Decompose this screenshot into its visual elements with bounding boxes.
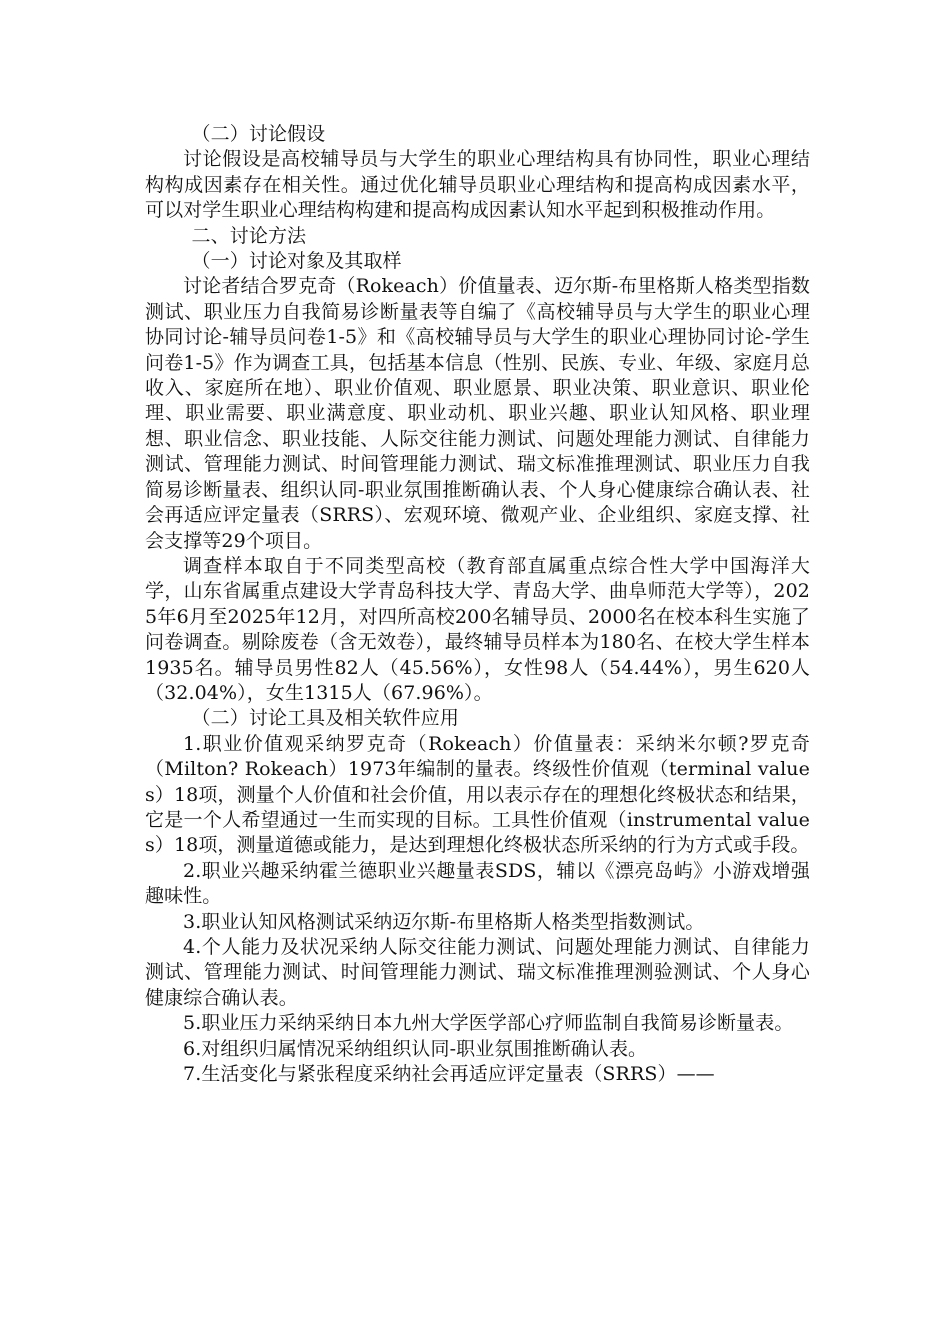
section-heading-tools: （二）讨论工具及相关软件应用 bbox=[191, 707, 459, 730]
list-item-stress: 5.职业压力采纳采纳日本九州大学医学部心疗师监制自我简易诊断量表。 bbox=[183, 1012, 794, 1035]
section-heading-methods: 二、讨论方法 bbox=[191, 224, 307, 247]
document-body bbox=[145, 122, 810, 1087]
paragraph-hypothesis: 讨论假设是高校辅导员与大学生的职业心理结构具有协同性，职业心理结构构成因素存在相关性。通过优化辅导员职业心理结构和提高构成因素水平，可以对学生职业心理结构构建和提高构成因素认知水平起到积极推动作用。 bbox=[145, 148, 810, 222]
section-heading-hypothesis: （二）讨论假设 bbox=[191, 123, 326, 145]
paragraph-instruments: 讨论者结合罗克奇（Rokeach）价值量表、迈尔斯-布里格斯人格类型指数测试、职业压力自我简易诊断量表等自编了《高校辅导员与大学生的职业心理协同讨论-辅导员问卷1-5》和《高校辅导员与大学生的职业心理协同讨论-学生问卷1-5》作为调查工具，包括基本信息（性别、民族、专业、年级、家庭月总收入、家庭所在地）、职业价值观、职业愿景、职业决策、职业意识、职业伦理、职业需要、职业满意度、职业动机、职业兴趣、职业认知风格、职业理想、职业信念、职业技能、人际交往能力测试、问题处理能力测试、自律能力测试、管理能力测试、时间管理能力测试、瑞文标准推理测试、职业压力自我简易诊断量表、组织认同-职业氛围推断确认表、个人身心健康综合确认表、社会再适应评定量表（SRRS）、宏观环境、微观产业、企业组织、家庭支撑、社会支撑等29个项目。 bbox=[145, 275, 810, 552]
section-heading-subjects: （一）讨论对象及其取样 bbox=[191, 250, 402, 273]
list-item-values: 1.职业价值观采纳罗克奇（Rokeach）价值量表：采纳米尔顿?罗克奇（Milton? Rokeach）1973年编制的量表。终级性价值观（terminal values）18项，测量个人价值和社会价值，用以表示存在的理想化终极状态和结果，它是一个人希望通过一生而实现的目标。工具性价值观（instrumental values）18项，测量道德或能力，是达到理想化终极状态所采纳的行为方式或手段。 bbox=[145, 732, 810, 857]
list-item-organization: 6.对组织归属情况采纳组织认同-职业氛围推断确认表。 bbox=[183, 1037, 648, 1060]
list-item-life-change: 7.生活变化与紧张程度采纳社会再适应评定量表（SRRS）—— bbox=[183, 1063, 715, 1086]
list-item-cognitive-style: 3.职业认知风格测试采纳迈尔斯-布里格斯人格类型指数测试。 bbox=[183, 910, 705, 933]
list-item-interest: 2.职业兴趣采纳霍兰德职业兴趣量表SDS，辅以《漂亮岛屿》小游戏增强趣味性。 bbox=[145, 859, 810, 908]
paragraph-sample: 调查样本取自于不同类型高校（教育部直属重点综合性大学中国海洋大学，山东省属重点建设大学青岛科技大学、青岛大学、曲阜师范大学等），2025年6月至2025年12月，对四所高校200名辅导员、2000名在校本科生实施了问卷调查。剔除废卷（含无效卷），最终辅导员样本为180名、在校大学生样本1935名。辅导员男性82人（45.56%），女性98人（54.44%），男生620人（32.04%），女生1315人（67.96%）。 bbox=[145, 554, 810, 704]
list-item-ability: 4.个人能力及状况采纳人际交往能力测试、问题处理能力测试、自律能力测试、管理能力测试、时间管理能力测试、瑞文标准推理测验测试、个人身心健康综合确认表。 bbox=[145, 936, 810, 1009]
